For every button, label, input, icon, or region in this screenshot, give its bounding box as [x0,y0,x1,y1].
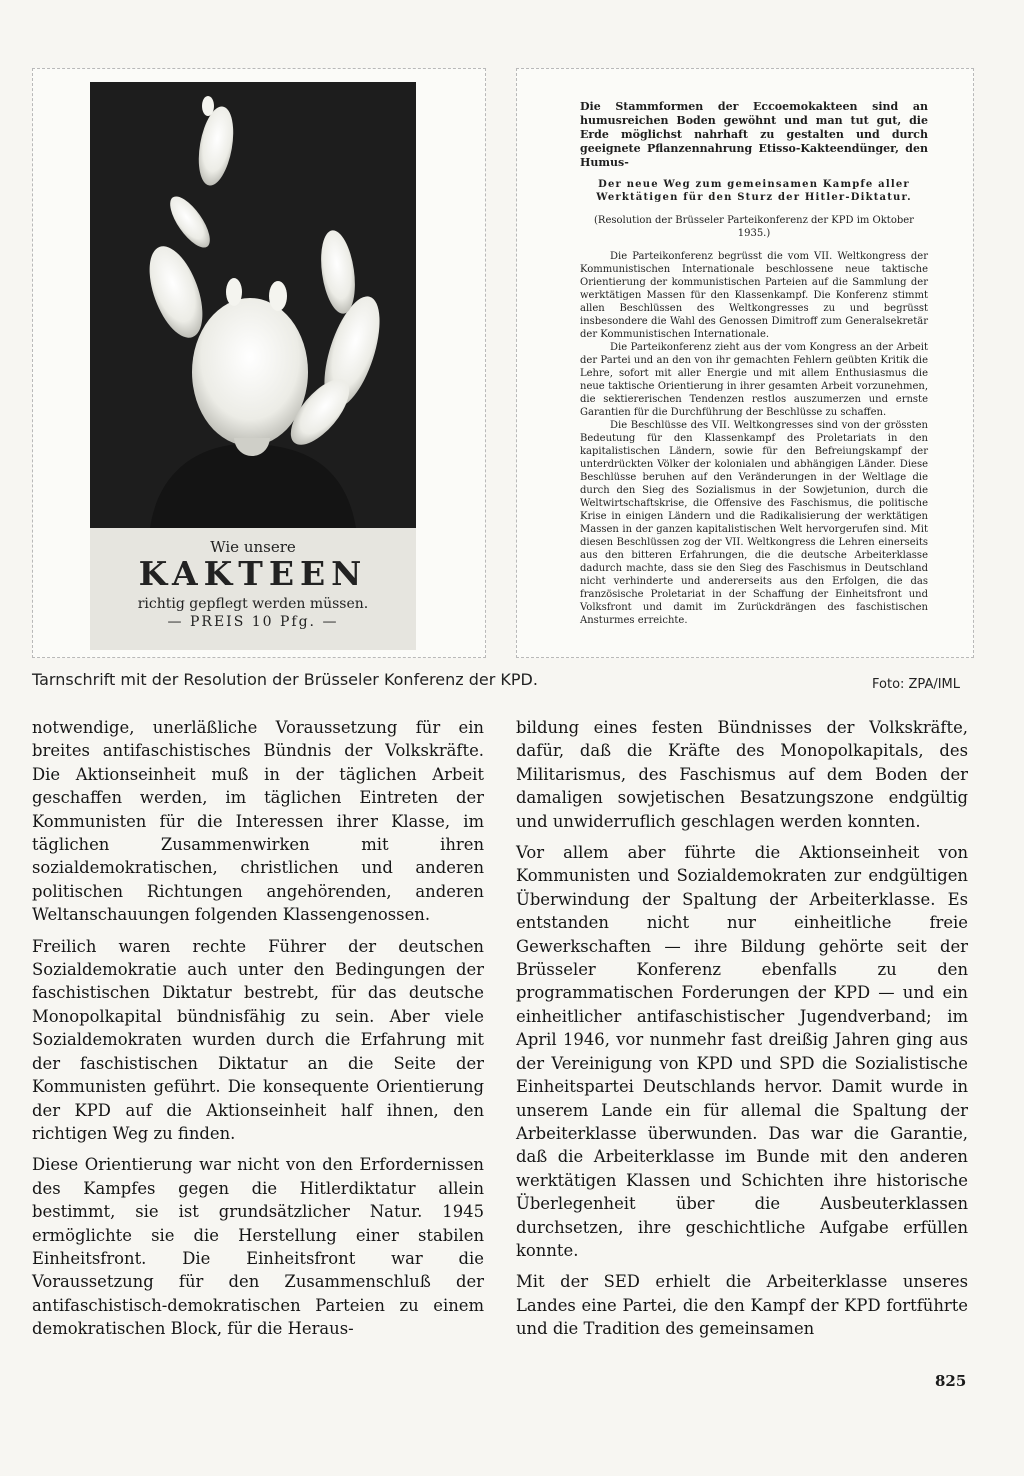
cover-title-box [90,528,416,650]
left-text-column [32,716,484,1349]
body-paragraph: Vor allem aber führte die Aktionseinheit von Kommunisten und Sozialdemokraten zur endgültigen Überwindung der Spaltung der Arbeiterklasse. Es entstanden nicht nur einheitliche freie Gewerkschaften — ihre Bildung gehörte seit der Brüsseler Konferenz ebenfalls zu den programmatischen Forderungen der KPD — und ein einheitlicher antifaschistischer Jugendverband; im April 1946, vor nunmehr fast dreißig Jahren ging aus der Vereinigung von KPD und SPD die Sozialistische Einheitspartei Deutschlands hervor. Damit wurde in unserem Lande ein für allemal die Spaltung der Arbeiterklasse überwunden. Das war die Garantie, daß die Arbeiterklasse im Bunde mit den anderen werktätigen Klassen und Schichten ihre historische Überlegenheit über die Ausbeuterklassen durchsetzen, ihre geschichtliche Aufgabe erfüllen konnte. [516,843,968,1260]
cover-subtitle: richtig gepflegt werden müssen. [137,596,369,612]
resolution-paragraph: Die Beschlüsse des VII. Weltkongresses sind von der grössten Bedeutung für den Klassenkampf des Proletariats in den kapitalistischen Ländern, sowie für den Befreiungskampf der unterdrückten Völker der kolonialen und abhängigen Länder. Diese Beschlüsse beruhen auf den Veränderungen in der Weltlage die durch den Sieg des Sozialismus in der Sowjetunion, durch die Weltwirtschaftskrise, die Offensive des Faschismus, die politische Krise in einigen Ländern und die Radikalisierung der werktätigen Massen in der ganzen kapitalistischen Welt hervorgerufen sind. Mit diesen Beschlüssen zog der VII. Weltkongress die Lehren einerseits aus den bitteren Erfahrungen, die die deutsche Arbeiterklasse dadurch machte, dass sie den Sieg des Faschismus in Deutschland nicht verhinderte und andererseits aus den Erfolgen, die das französische Proletariat in der Schaffung der Einheitsfront und Volksfront und damit im Zurückdrängen des faschistischen Ansturmes erreichte. [580,420,928,626]
body-paragraph: Diese Orientierung war nicht von den Erfordernissen des Kampfes gegen die Hitlerdiktatur allein bestimmt, sie ist grundsätzlicher Natur. 1945 ermöglichte sie die Herstellung einer stabilen Einheitsfront. Die Einheitsfront war die Voraussetzung für den Zusammenschluß der antifaschistisch-demokratischen Parteien zu einem demokratischen Block, für die Heraus- [32,1155,484,1339]
body-paragraph: notwendige, unerläßliche Voraussetzung für ein breites antifaschistisches Bündnis der Volkskräfte. Die Aktionseinheit muß in der täglichen Arbeit geschaffen werden, im täglichen Eintreten der Kommunisten für die Interessen ihrer Klasse, im täglichen Zusammenwirken mit ihren sozialdemokratischen, christlichen und anderen politischen Richtungen angehörenden, anderen Weltanschauungen folgenden Klassengenossen. [32,718,484,925]
body-paragraph: Mit der SED erhielt die Arbeiterklasse unseres Landes eine Partei, die den Kampf der KPD fortführte und die Tradition des gemeinsamen [516,1272,968,1339]
figure-caption: Tarnschrift mit der Resolution der Brüsseler Konferenz der KPD. [32,670,538,689]
cactus-illustration [90,82,416,528]
cover-intro-text: Wie unsere [210,538,296,556]
cover-price: — PREIS 10 Pfg. — [167,614,339,630]
resolution-paragraph: Die Parteikonferenz zieht aus der vom Kongress an der Arbeit der Partei und an den von ihr gemachten Fehlern geübten Kritik die Lehre, sofort mit aller Energie und mit allem Enthusiasmus die neue taktische Orientierung in ihrer gesamten Arbeit vorzunehmen, die sektiererischen Tendenzen restlos auszumerzen und ernste Garantien für die Durchführung der Beschlüsse zu schaffen. [580,342,928,418]
cactus-cover-image [90,82,416,528]
photo-credit: Foto: ZPA/IML [872,677,961,692]
right-text-column [516,716,968,1349]
body-paragraph: bildung eines festen Bündnisses der Volkskräfte, dafür, daß die Kräfte des Monopolkapitals, des Militarismus, des Faschismus auf dem Boden der damaligen sowjetischen Besatzungszone endgültig und unwiderruflich geschlagen werden konnten. [516,718,968,831]
resolution-source: (Resolution der Brüsseler Parteikonferenz der KPD im Oktober 1935.) [594,215,914,239]
resolution-paragraph: Die Parteikonferenz begrüsst die vom VII. Weltkongress der Kommunistischen Internationale beschlossene neue taktische Orientierung der kommunistischen Parteien auf die Sammlung der werktätigen Massen für den Klassenkampf. Die Konferenz stimmt allen Beschlüssen des Weltkongresses zu und begrüsst insbesondere die Wahl des Genossen Dimitroff zum Generalsekretär der Kommunistischen Internationale. [580,251,928,340]
cover-title: KAKTEEN [138,554,368,593]
camouflage-ad-text: Die Stammformen der Eccoemokakteen sind an humusreichen Boden gewöhnt und man tut gut, die Erde möglichst nahrhaft zu gestalten und durch geeignete Pflanzennahrung Etisso-Kakteendünger, den Humus- [580,100,928,169]
resolution-heading: Der neue Weg zum gemeinsamen Kampfe aller Werktätigen für den Sturz der Hitler-Diktatur. [596,179,912,203]
body-paragraph: Freilich waren rechte Führer der deutschen Sozialdemokratie auch unter den Bedingungen der faschistischen Diktatur bestrebt, für das deutsche Monopolkapital bündnisfähig zu sein. Aber viele Sozialdemokraten wurden durch die Erfahrung mit der faschistischen Diktatur an die Seite der Kommunisten geführt. Die konsequente Orientierung der KPD auf die Aktionseinheit half ihnen, den richtigen Weg zu finden. [32,936,484,1143]
page-number: 825 [935,1372,967,1390]
resolution-leaflet [580,100,928,627]
